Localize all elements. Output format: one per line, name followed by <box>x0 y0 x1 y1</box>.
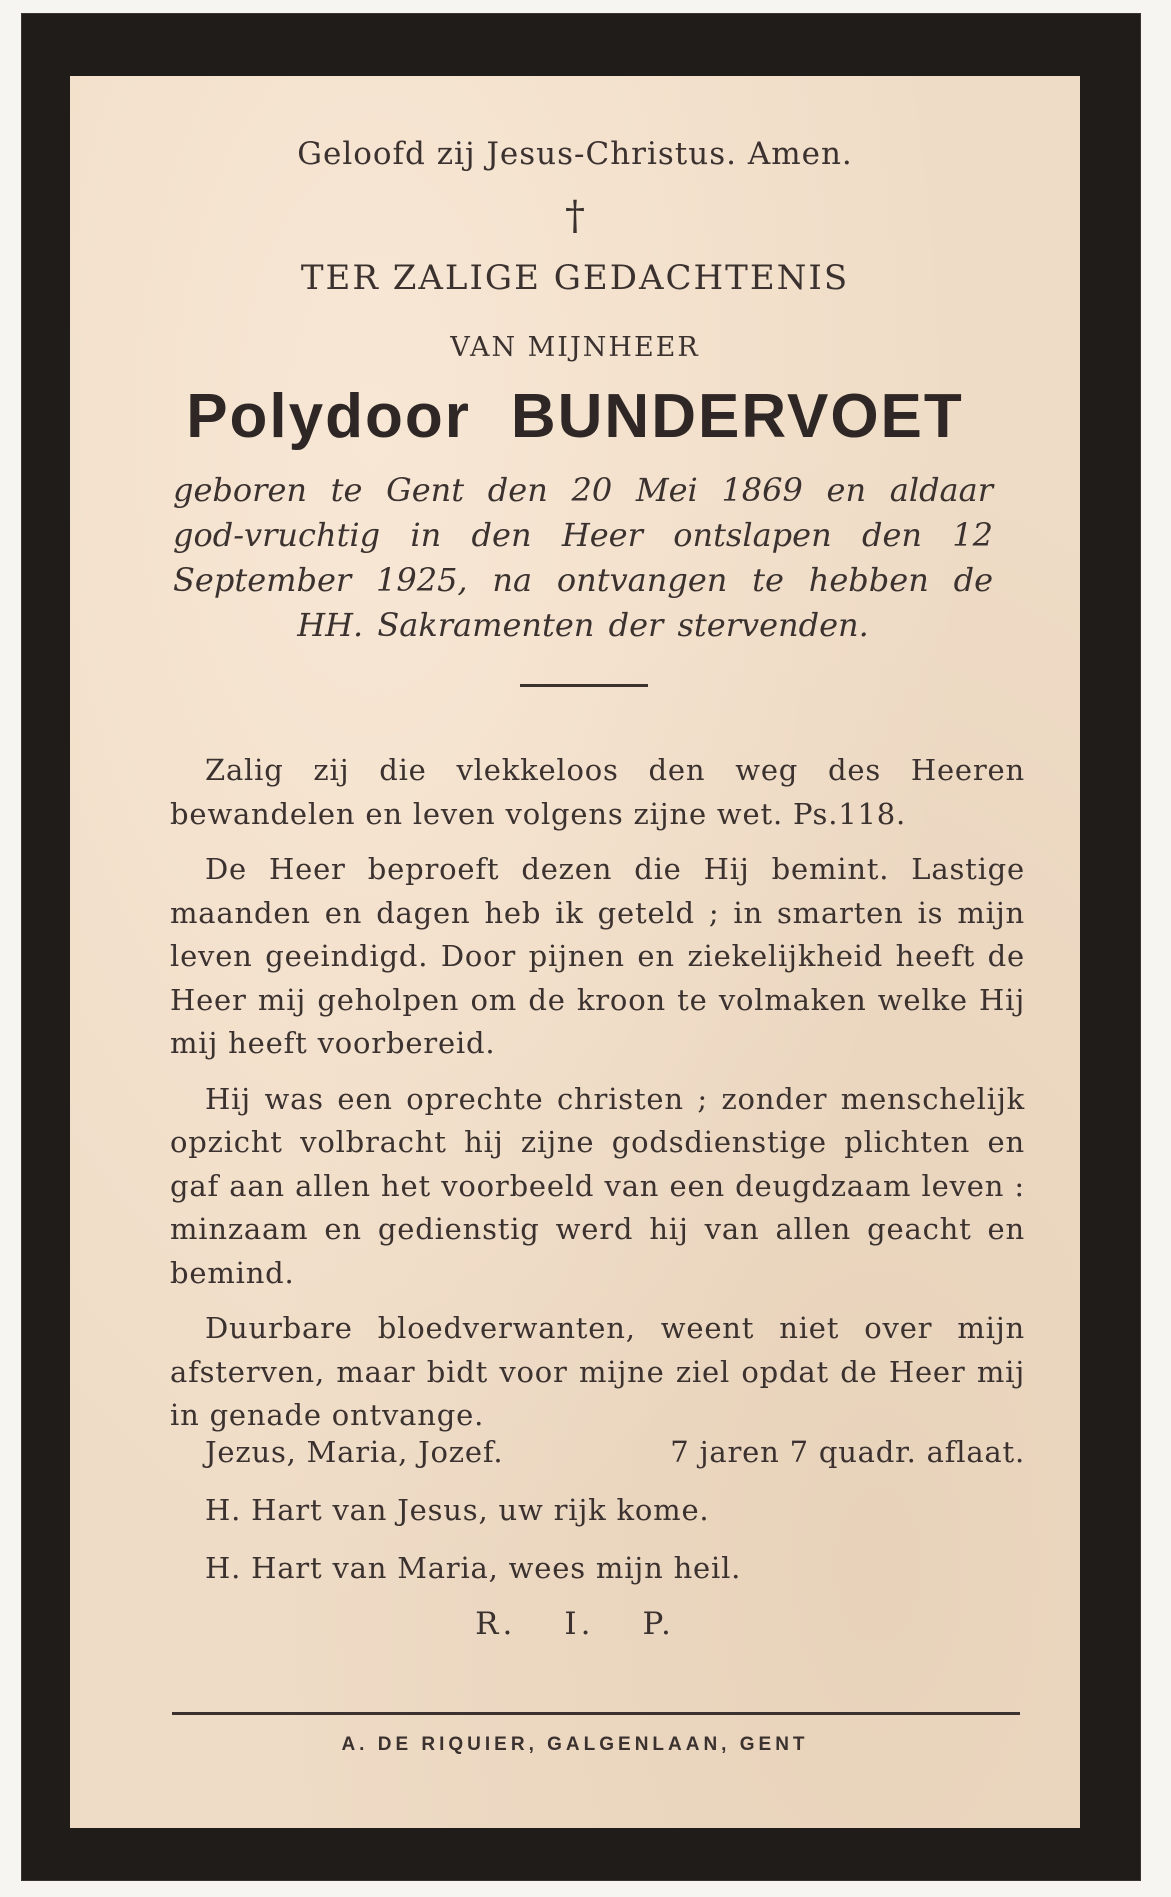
cross-icon: † <box>565 193 585 239</box>
card-subtitle: VAN MIJNHEER <box>450 332 700 363</box>
paragraph: De Heer beproeft dezen die Hij bemint. Lastige maanden en dagen heb ik geteld ; in smarten is mijn leven geeindigd. Door pijnen en ziekelijkheid heeft de Heer mij geholpen om de kroon te volmaken welke Hij mij heeft voorbereid. <box>170 852 1025 1060</box>
rip-letter: P. <box>642 1606 675 1642</box>
prayer-text: Jezus, Maria, Jozef. <box>205 1435 504 1469</box>
header-text: Geloofd zij Jesus-Christus. Amen. <box>297 136 853 172</box>
first-name: Polydoor <box>186 382 471 451</box>
short-divider <box>520 684 648 687</box>
last-name: BUNDERVOET <box>510 382 964 451</box>
card-title: TER ZALIGE GEDACHTENIS <box>300 258 850 298</box>
rip-letter: I. <box>564 1606 595 1642</box>
body-text <box>170 749 1025 1450</box>
printer-imprint: A. DE RIQUIER, GALGENLAAN, GENT <box>341 1734 809 1755</box>
paragraph: Hij was een oprechte christen ; zonder menschelijk opzicht volbracht hij zijne godsdienstige plichten en gaf aan allen het voorbeeld van een deugdzaam leven : minzaam en gedienstig werd hij van allen geacht en bemind. <box>170 1081 1025 1290</box>
rip-text <box>70 1606 1080 1642</box>
memorial-card <box>22 14 1140 1880</box>
prayer-line <box>205 1547 1025 1605</box>
card-paper <box>70 76 1080 1828</box>
paragraph: Zalig zij die vlekkeloos den weg des Heeren bewandelen en leven volgens zijne wet. Ps.118. <box>170 753 1025 831</box>
birth-death-text: geboren te Gent den 20 Mei 1869 en aldaar god-vruchtig in den Heer ontslapen den 12 September 1925, na ontvangen te hebben de HH. Sakramenten der stervenden. <box>173 471 993 644</box>
indulgence-text: 7 jaren 7 quadr. aflaat. <box>670 1435 1025 1469</box>
prayer-text: H. Hart van Jesus, uw rijk kome. <box>205 1493 710 1527</box>
paragraph: Duurbare bloedverwanten, weent niet over mijn afsterven, maar bidt voor mijne ziel opdat de Heer mij in genade ontvange. <box>170 1311 1025 1432</box>
prayer-list <box>205 1431 1025 1605</box>
rip-letter: R. <box>475 1606 517 1642</box>
prayer-line <box>205 1489 1025 1547</box>
prayer-line <box>205 1431 1025 1489</box>
prayer-text: H. Hart van Maria, wees mijn heil. <box>205 1551 742 1585</box>
deceased-name <box>70 381 1080 452</box>
long-divider <box>172 1712 1020 1715</box>
